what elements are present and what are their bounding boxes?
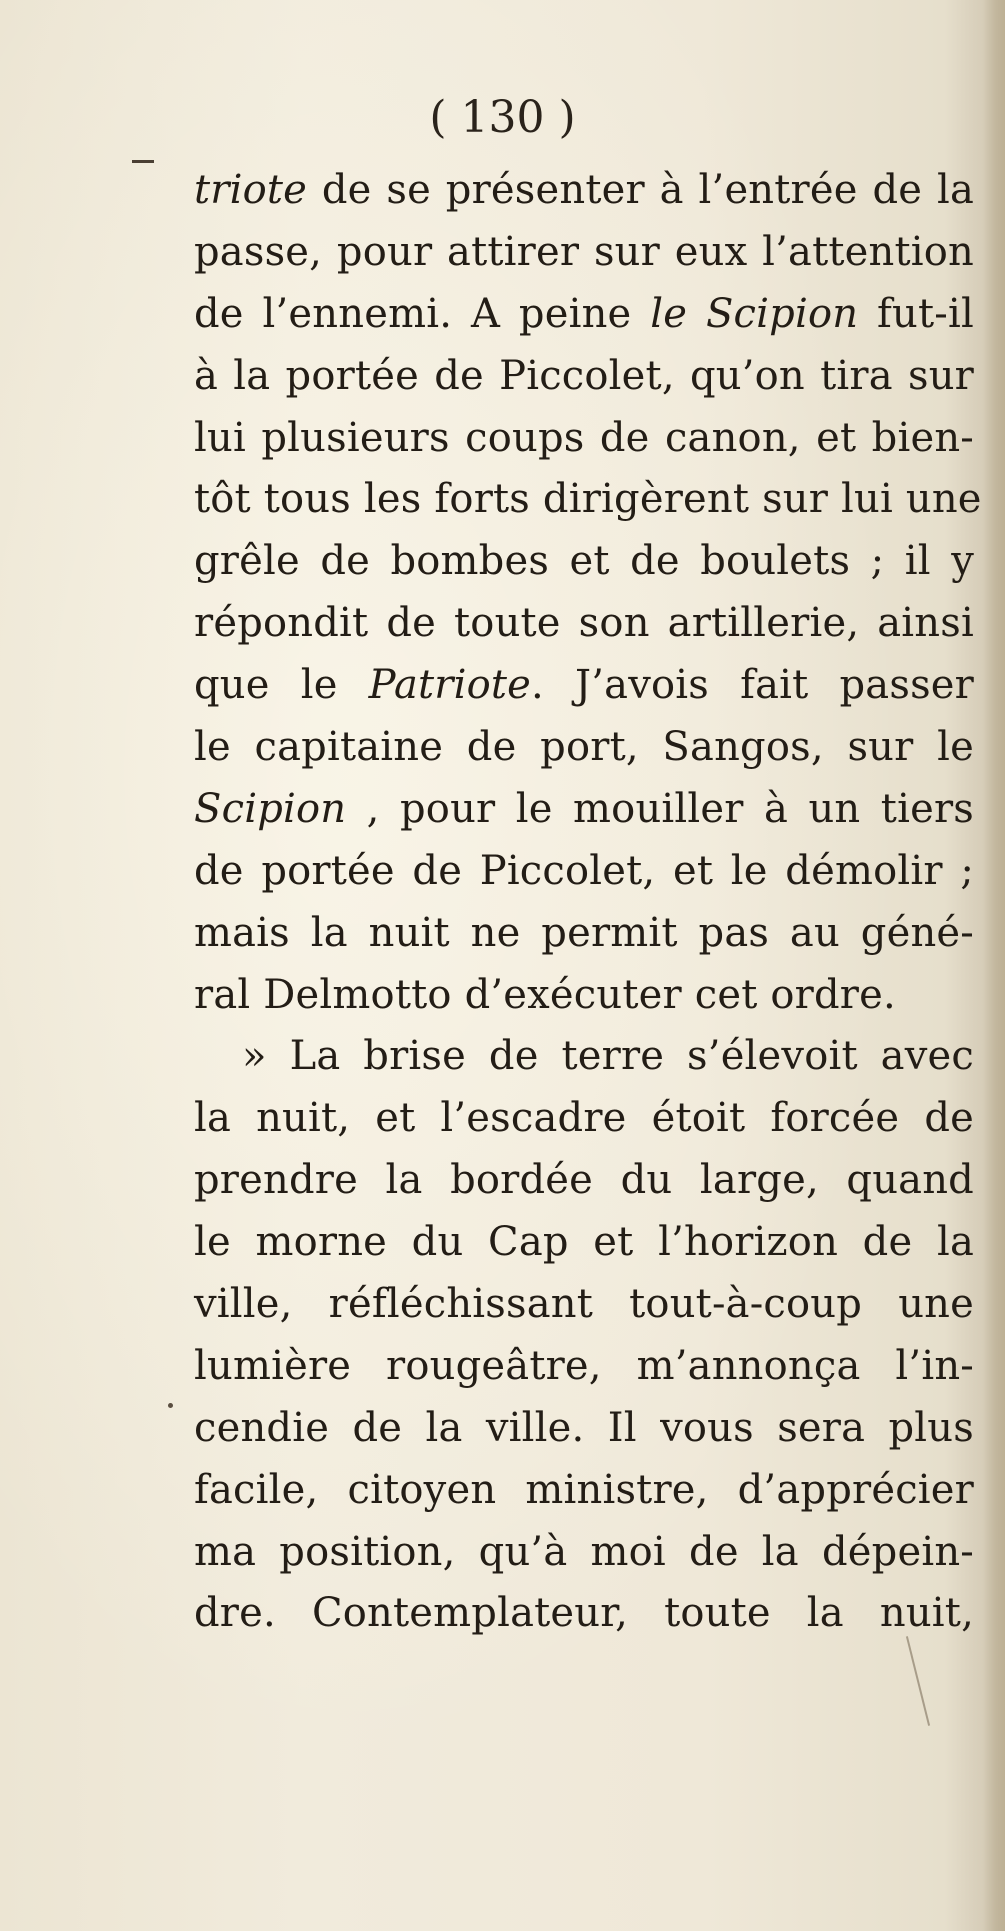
text-line-1 bbox=[194, 160, 974, 222]
text-line-13 bbox=[194, 903, 974, 965]
text-line-12 bbox=[194, 841, 974, 903]
text-fragment: que le bbox=[194, 662, 369, 709]
text-fragment: prendre la bordée du large, quand bbox=[194, 1157, 974, 1204]
text-line-11 bbox=[194, 779, 974, 841]
text-line-16 bbox=[194, 1088, 974, 1150]
italic-text-fragment: Patriote bbox=[368, 662, 532, 709]
text-fragment: . J’avois fait passer bbox=[531, 662, 974, 709]
italic-text-fragment: triote bbox=[194, 167, 308, 213]
text-fragment: ral Delmotto d’exécuter cet ordre. bbox=[194, 971, 896, 1018]
italic-text-fragment: le Scipion bbox=[650, 290, 859, 337]
text-fragment: répondit de toute son artillerie, ainsi bbox=[194, 600, 974, 647]
text-line-21 bbox=[194, 1398, 974, 1460]
text-fragment: de se présenter à l’entrée de la bbox=[307, 167, 974, 213]
italic-text-fragment: Scipion bbox=[194, 785, 347, 832]
text-fragment: passe, pour attirer sur eux l’attention bbox=[194, 228, 974, 275]
text-fragment: le morne du Cap et l’horizon de la bbox=[194, 1219, 974, 1266]
text-line-22 bbox=[194, 1460, 974, 1522]
text-line-14 bbox=[194, 965, 974, 1027]
text-fragment: de portée de Piccolet, et le démolir ; bbox=[194, 847, 974, 894]
text-line-10 bbox=[194, 717, 974, 779]
text-line-23 bbox=[194, 1522, 974, 1584]
text-line-4 bbox=[194, 346, 974, 408]
text-fragment: la nuit, et l’escadre étoit forcée de bbox=[194, 1095, 974, 1142]
text-fragment: cendie de la ville. Il vous sera plus bbox=[194, 1404, 974, 1451]
text-line-17 bbox=[194, 1150, 974, 1212]
body-text bbox=[194, 160, 982, 1645]
text-fragment: grêle de bombes et de boulets ; il y bbox=[194, 538, 974, 585]
text-line-8 bbox=[194, 593, 974, 655]
text-fragment: ma position, qu’à moi de la dépein- bbox=[194, 1528, 974, 1575]
text-line-9 bbox=[194, 655, 974, 717]
text-fragment: dre. Contemplateur, toute la nuit, bbox=[194, 1590, 974, 1637]
text-fragment: à la portée de Piccolet, qu’on tira sur bbox=[194, 352, 974, 399]
text-fragment: le capitaine de port, Sangos, sur le bbox=[194, 724, 974, 771]
text-line-5 bbox=[194, 408, 974, 470]
margin-dash-mark bbox=[132, 160, 154, 163]
text-fragment: mais la nuit ne permit pas au géné- bbox=[194, 909, 974, 956]
text-fragment: lui plusieurs coups de canon, et bien- bbox=[194, 414, 974, 461]
page-number-header: ( 130 ) bbox=[429, 92, 576, 143]
paper-scratch-mark bbox=[906, 1636, 930, 1726]
margin-dot-mark bbox=[168, 1403, 173, 1408]
text-fragment: de l’ennemi. A peine bbox=[194, 290, 651, 337]
text-line-15 bbox=[194, 1026, 974, 1088]
text-fragment: tôt tous les forts dirigèrent sur lui une bbox=[194, 476, 982, 523]
text-fragment: , pour le mouiller à un tiers bbox=[346, 785, 974, 832]
page-edge bbox=[983, 0, 1005, 1931]
text-line-18 bbox=[194, 1212, 974, 1274]
text-line-19 bbox=[194, 1274, 974, 1336]
text-fragment: facile, citoyen ministre, d’apprécier bbox=[194, 1466, 974, 1513]
text-fragment: lumière rougeâtre, m’annonça l’in- bbox=[194, 1342, 974, 1389]
text-fragment: » La brise de terre s’élevoit avec bbox=[242, 1033, 974, 1080]
text-line-2 bbox=[194, 222, 974, 284]
text-fragment: ville, réfléchissant tout-à-coup une bbox=[194, 1281, 974, 1328]
text-line-20 bbox=[194, 1336, 974, 1398]
text-line-3 bbox=[194, 284, 974, 346]
text-line-7 bbox=[194, 531, 974, 593]
text-line-6 bbox=[194, 469, 982, 531]
text-fragment: fut-il bbox=[858, 290, 974, 337]
text-line-24 bbox=[194, 1583, 974, 1645]
